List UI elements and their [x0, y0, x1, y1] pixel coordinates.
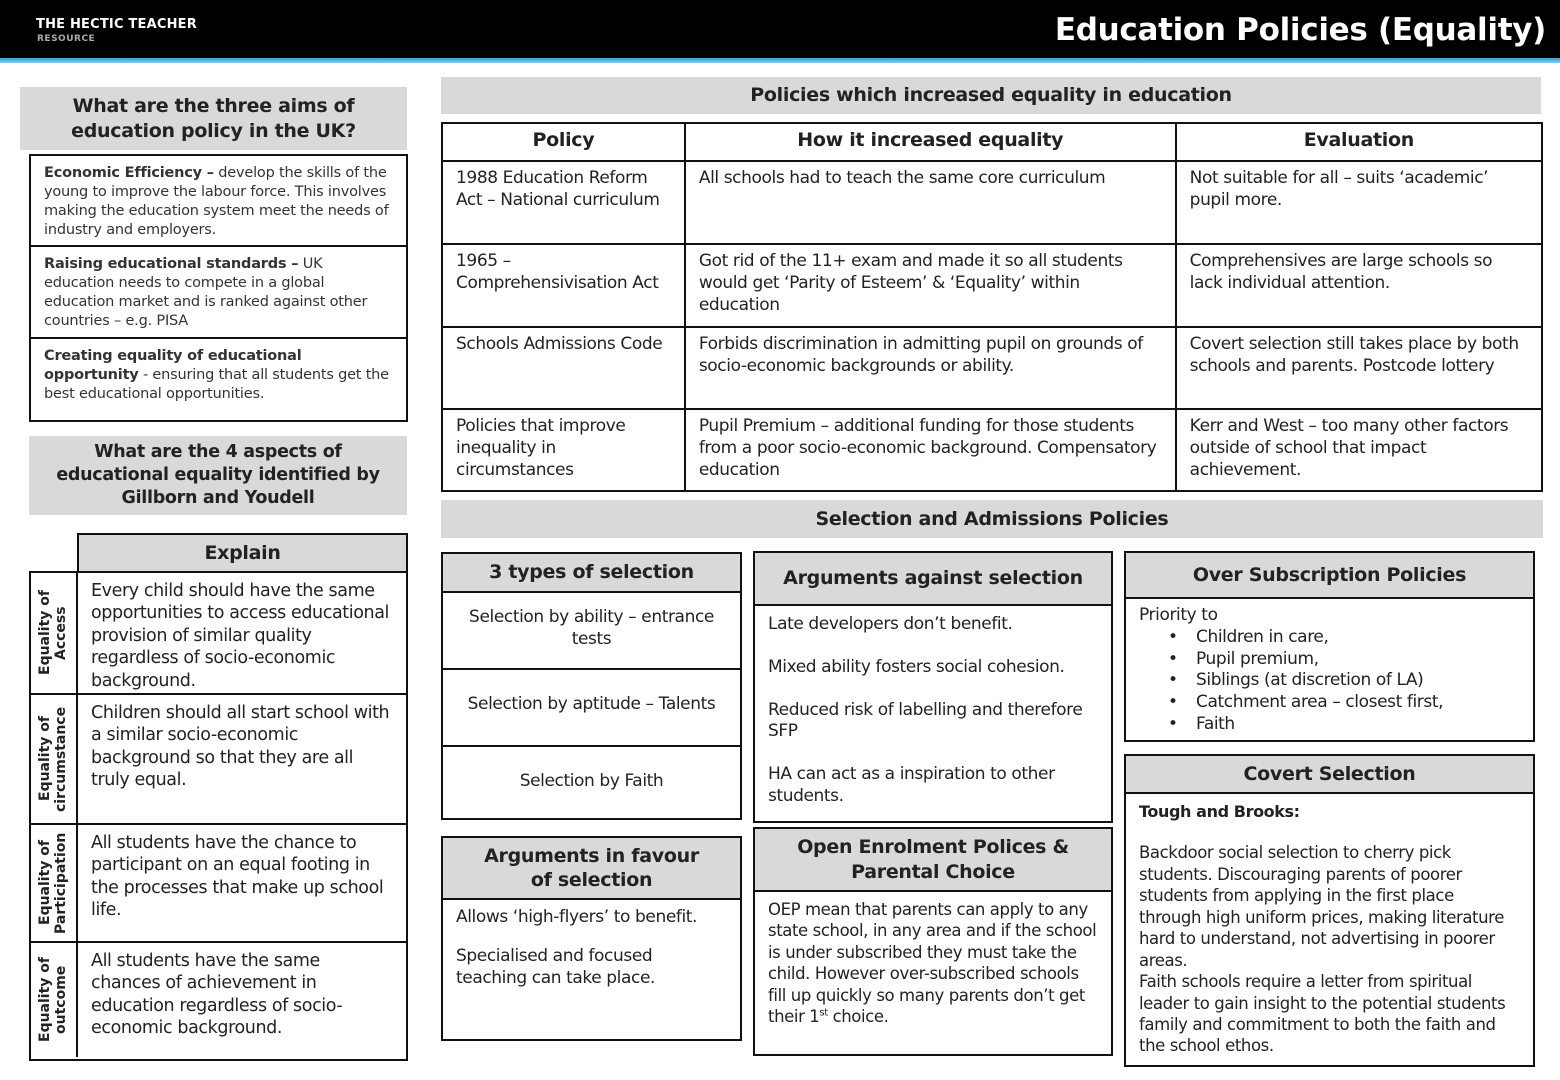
priority-intro: Priority to [1139, 605, 1218, 625]
aspect-label: Equality of circumstance [37, 706, 70, 812]
against-box [753, 551, 1113, 823]
policy-cell: Policies that improve inequality in circumstances [442, 409, 685, 491]
policy-cell: 1965 – Comprehensivisation Act [442, 244, 685, 327]
evaluation-cell: Not suitable for all – suits ‘academic’ pupil more. [1176, 161, 1542, 244]
priority-item: • Siblings (at discretion of LA) [1126, 670, 1533, 692]
how-cell: Forbids discrimination in admitting pupil on grounds of socio-economic backgrounds or ability. [685, 327, 1176, 409]
selection-type: Selection by Faith [519, 771, 664, 791]
covert-heading: Covert Selection [1126, 756, 1533, 794]
policies-table [441, 122, 1543, 492]
logo-subtitle: RESOURCE [37, 34, 96, 44]
oep-heading: Open Enrolment Polices & Parental Choice [755, 829, 1111, 892]
table-row [442, 409, 1542, 491]
against-item: Mixed ability fosters social cohesion. [768, 656, 1065, 677]
logo: THE HECTIC TEACHER [36, 17, 197, 32]
aim-term: Creating equality of educational opportunity [44, 348, 302, 383]
aims-list [29, 154, 408, 422]
aim-text: - ensuring that all students get the best educational opportunities. [44, 366, 389, 402]
how-cell: Got rid of the 11+ exam and made it so all students would get ‘Parity of Esteem’ & ‘Equality’ within education [685, 244, 1176, 327]
covert-text-faith: Faith schools require a letter from spiritual leader to gain insight to the potential students family and commitment to both the faith and the school ethos. [1139, 972, 1506, 1056]
selection-heading: Selection and Admissions Policies [441, 500, 1543, 538]
aspect-label: Equality of Participation [37, 832, 70, 934]
against-item: Reduced risk of labelling and therefore SFP [768, 699, 1083, 742]
oversubscription-heading: Over Subscription Policies [1126, 553, 1533, 599]
types-of-selection-box [441, 552, 742, 820]
against-item: Late developers don’t benefit. [768, 614, 1013, 634]
aim-text: UK education needs to compete in a global education market and is ranked against other countries – e.g. PISA [44, 256, 368, 329]
covert-text: Backdoor social selection to cherry pick students. Discouraging parents of poorer students from applying in the first place through high uniform prices, making literature hard to understand, not advertising in poorer areas. [1139, 843, 1504, 970]
aspect-label: Equality of outcome [37, 957, 70, 1043]
policy-cell: Schools Admissions Code [442, 327, 685, 409]
aim-term: Economic Efficiency – [44, 165, 214, 181]
how-cell: All schools had to teach the same core curriculum [685, 161, 1176, 244]
oep-text [755, 892, 1111, 1035]
favour-heading: Arguments in favour of selection [443, 838, 740, 900]
favour-item: Allows ‘high-flyers’ to benefit. [456, 907, 698, 927]
aspects-table [29, 571, 408, 1061]
oep-text-end: choice. [827, 1007, 889, 1027]
aim-term: Raising educational standards – [44, 256, 299, 272]
aspect-label: Equality of Access [37, 590, 70, 676]
table-header-row [442, 123, 1542, 161]
table-row [442, 244, 1542, 327]
policies-heading: Policies which increased equality in education [441, 77, 1541, 114]
aim-item [31, 339, 406, 412]
oep-text-main: OEP mean that parents can apply to any state school, in any area and if the school is under subscribed they must take the child. However over-subscribed schools fill up quickly so many parents don’t get their 1 [768, 900, 1097, 1027]
favour-box [441, 836, 742, 1041]
priority-item: • Children in care, [1126, 627, 1533, 649]
covert-subheading: Tough and Brooks: [1139, 802, 1300, 821]
aspects-heading: What are the 4 aspects of educational equality identified by Gillborn and Youdell [29, 436, 407, 515]
favour-item: Specialised and focused teaching can take place. [456, 945, 656, 988]
aspect-text: All students have the same chances of achievement in education regardless of socio-economic background. [91, 951, 343, 1039]
types-heading: 3 types of selection [443, 554, 740, 593]
aim-item [31, 156, 406, 247]
covert-box [1124, 754, 1535, 1067]
oep-box [753, 827, 1113, 1056]
selection-type: Selection by ability – entrance tests [443, 593, 740, 670]
priority-item: • Catchment area – closest first, [1126, 692, 1533, 714]
aspect-text: Children should all start school with a similar socio-economic background so that they are all truly equal. [91, 703, 390, 791]
selection-type: Selection by aptitude – Talents [443, 670, 740, 747]
aspect-row [31, 943, 406, 1057]
table-row [442, 161, 1542, 244]
header-accent-line [0, 58, 1560, 63]
evaluation-cell: Comprehensives are large schools so lack individual attention. [1176, 244, 1542, 327]
against-item: HA can act as a inspiration to other students. [768, 764, 1055, 806]
policy-cell: 1988 Education Reform Act – National curriculum [442, 161, 685, 244]
aspect-text: All students have the chance to participant on an equal footing in the processes that make up school life. [91, 833, 384, 921]
against-heading: Arguments against selection [755, 553, 1111, 606]
column-header: Policy [442, 123, 685, 161]
column-header: Evaluation [1176, 123, 1542, 161]
priority-item: • Faith [1126, 714, 1533, 736]
aspect-row [31, 695, 406, 825]
aims-heading: What are the three aims of education policy in the UK? [20, 87, 407, 150]
evaluation-cell: Covert selection still takes place by both schools and parents. Postcode lottery [1176, 327, 1542, 409]
explain-column-header: Explain [77, 533, 408, 573]
how-cell: Pupil Premium – additional funding for those students from a poor socio-economic background. Compensatory education [685, 409, 1176, 491]
table-row [442, 327, 1542, 409]
priority-list [1126, 627, 1533, 736]
aspect-row [31, 825, 406, 943]
aspect-text: Every child should have the same opportunities to access educational provision of similar quality regardless of socio-economic background. [91, 581, 389, 691]
oversubscription-box [1124, 551, 1535, 742]
aim-text: develop the skills of the young to improve the labour force. This involves making the education system meet the needs of industry and employers. [44, 165, 389, 238]
aim-item [31, 247, 406, 339]
page-title: Education Policies (Equality) [1054, 12, 1546, 48]
priority-item: • Pupil premium, [1126, 649, 1533, 671]
column-header: How it increased equality [685, 123, 1176, 161]
evaluation-cell: Kerr and West – too many other factors outside of school that impact achievement. [1176, 409, 1542, 491]
aspect-row [31, 573, 406, 695]
oep-sup: st [819, 1007, 828, 1019]
